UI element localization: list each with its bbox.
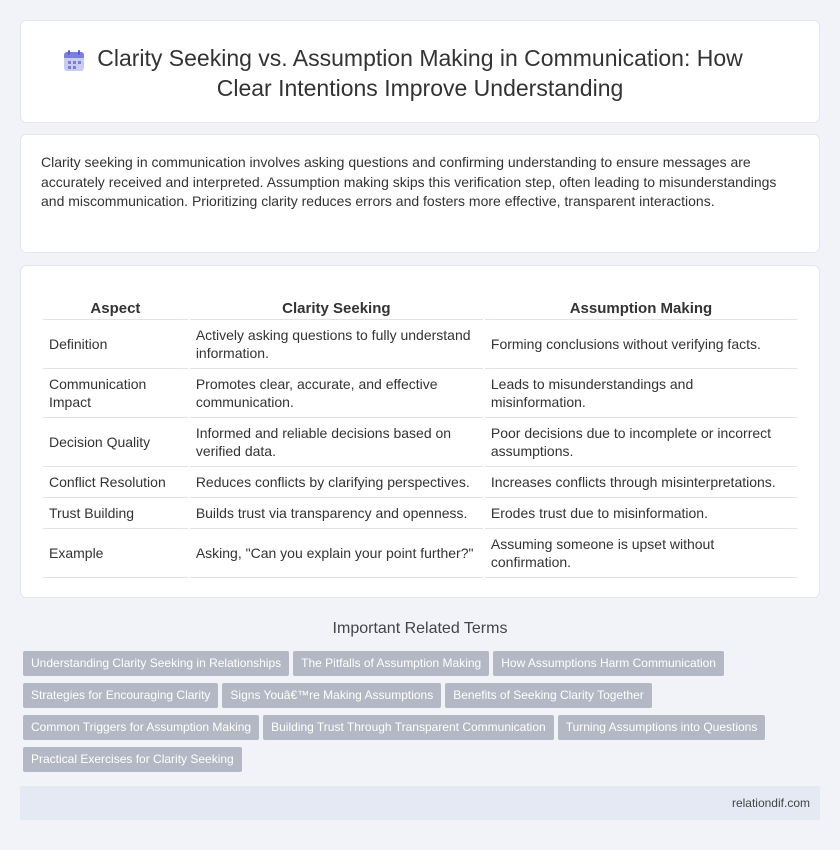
aspect-cell: Conflict Resolution — [43, 467, 188, 498]
related-term-tag[interactable]: Common Triggers for Assumption Making — [23, 715, 259, 740]
aspect-cell: Communication Impact — [43, 369, 188, 418]
assumption-cell: Assuming someone is upset without confirmation. — [485, 529, 797, 578]
clarity-cell: Promotes clear, accurate, and effective communication. — [190, 369, 483, 418]
table-row — [43, 320, 797, 369]
related-term-tag[interactable]: How Assumptions Harm Communication — [493, 651, 724, 676]
related-term-tag[interactable]: The Pitfalls of Assumption Making — [293, 651, 489, 676]
aspect-cell: Example — [43, 529, 188, 578]
clarity-cell: Actively asking questions to fully understand information. — [190, 320, 483, 369]
page-title: Clarity Seeking vs. Assumption Making in Communication: How Clear Intentions Improve Understanding — [97, 45, 743, 101]
assumption-cell: Leads to misunderstandings and misinformation. — [485, 369, 797, 418]
related-term-tag[interactable]: Signs Youâ€™re Making Assumptions — [222, 683, 441, 708]
intro-text: Clarity seeking in communication involves asking questions and confirming understanding to ensure messages are accurately received and interpreted. Assumption making skips this verification step, often leading to misunderstandings and miscommunication. Prioritizing clarity reduces errors and fosters more effective, transparent interactions. — [41, 154, 777, 209]
related-term-tag[interactable]: Practical Exercises for Clarity Seeking — [23, 747, 242, 772]
intro-card — [20, 134, 820, 253]
related-term-tag[interactable]: Turning Assumptions into Questions — [558, 715, 766, 740]
footer — [20, 786, 820, 820]
table-header-row — [43, 288, 797, 320]
assumption-cell: Forming conclusions without verifying facts. — [485, 320, 797, 369]
related-term-tag[interactable]: Understanding Clarity Seeking in Relationships — [23, 651, 289, 676]
related-term-tag[interactable]: Strategies for Encouraging Clarity — [23, 683, 218, 708]
related-term-tag[interactable]: Building Trust Through Transparent Communication — [263, 715, 554, 740]
site-link[interactable]: relationdif.com — [731, 796, 810, 810]
column-header-aspect: Aspect — [43, 288, 188, 320]
related-term-tag[interactable]: Benefits of Seeking Clarity Together — [445, 683, 652, 708]
clarity-cell: Informed and reliable decisions based on verified data. — [190, 418, 483, 467]
comparison-table — [41, 288, 799, 578]
assumption-cell: Poor decisions due to incomplete or incorrect assumptions. — [485, 418, 797, 467]
table-row — [43, 418, 797, 467]
related-terms-list — [23, 651, 817, 779]
clarity-cell: Builds trust via transparency and openness. — [190, 498, 483, 529]
table-row — [43, 467, 797, 498]
comparison-card — [20, 265, 820, 598]
related-terms-heading: Important Related Terms — [332, 620, 508, 637]
table-row — [43, 498, 797, 529]
aspect-cell: Decision Quality — [43, 418, 188, 467]
assumption-cell: Increases conflicts through misinterpretations. — [485, 467, 797, 498]
clarity-cell: Reduces conflicts by clarifying perspectives. — [190, 467, 483, 498]
aspect-cell: Definition — [43, 320, 188, 369]
table-row — [43, 369, 797, 418]
column-header-assumption-making: Assumption Making — [485, 288, 797, 320]
column-header-clarity-seeking: Clarity Seeking — [190, 288, 483, 320]
clarity-cell: Asking, "Can you explain your point further?" — [190, 529, 483, 578]
assumption-cell: Erodes trust due to misinformation. — [485, 498, 797, 529]
title-card — [20, 20, 820, 123]
aspect-cell: Trust Building — [43, 498, 188, 529]
table-row — [43, 529, 797, 578]
